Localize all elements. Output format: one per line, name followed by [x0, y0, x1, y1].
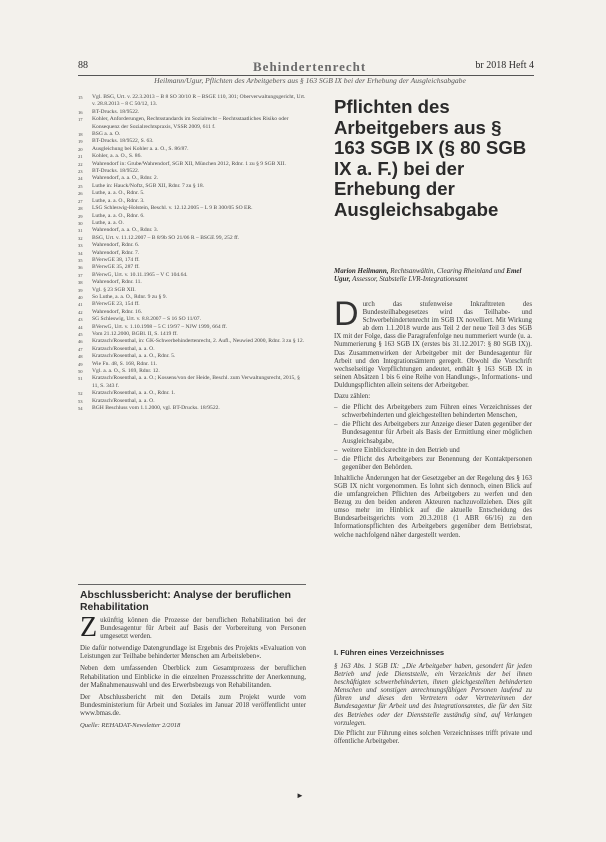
footnote: [78, 205, 306, 212]
footnote-number: 39: [78, 287, 83, 293]
footnote: [78, 287, 306, 294]
footnote: [78, 324, 306, 331]
footnote-number: 42: [78, 309, 83, 315]
footnote: [78, 279, 306, 286]
footnote-number: 45: [78, 332, 83, 337]
footnote-number: 54: [78, 406, 83, 412]
footnote-text: BSG a. a. O.: [92, 131, 121, 138]
footnote: [78, 138, 306, 145]
footnote-number: 36: [78, 265, 83, 271]
list-item: – weitere Einblicksrechte in den Betrieb und: [334, 447, 532, 455]
article-body: [334, 295, 532, 543]
footnote-text: Wahrendorf, a. a. O., Rdnr. 2.: [92, 175, 159, 182]
footnote-text: Kratzsch/Rosenthal, in: GK-Schwerbehindertenrecht, 2. Aufl., Neuwied 2000, Rdnr. 3 zu § 12.: [92, 338, 305, 345]
issue-label: br 2018 Heft 4: [475, 60, 534, 71]
footnote-number: 29: [78, 213, 83, 219]
footnote: [78, 316, 306, 323]
journal-rubric: Behindertenrecht: [253, 59, 367, 74]
footnote-number: 50: [78, 369, 83, 375]
footnote-number: 27: [78, 198, 83, 204]
footnote-number: 15: [78, 95, 83, 100]
author-name: Emel Ugur,: [334, 267, 522, 284]
footnote-text: SG Schleswig, Urt. v. 8.8.2007 – S 16 SO 11/07.: [92, 316, 201, 323]
footnote-text: Kohler, a. a. O., S. 86.: [92, 153, 142, 160]
footnote-text: Wahrendorf, a. a. O., Rdnr. 3.: [92, 227, 159, 234]
footnote: [78, 190, 306, 197]
abstract-source: Quelle: REHADAT-Newsletter 2/2018: [80, 722, 181, 730]
footnote: [78, 146, 306, 153]
list-item: – die Pflicht des Arbeitgebers zur Benennung der Kontaktpersonen gegenüber den Behörden.: [334, 456, 532, 472]
continue-arrow-icon: ►: [296, 791, 304, 800]
footnote-number: 28: [78, 206, 83, 212]
footnote: [78, 227, 306, 234]
abstract-paragraph: Neben dem umfassenden Überblick zum Gesamtprozess der beruflichen Rehabilitation und Einblicke in die einzelnen Prozessschritte der Anerkennung, der Maßnahmenauswahl und des Erwerbsbezugs von Rehabilitanden.: [80, 665, 306, 689]
footnote: [78, 390, 306, 397]
abstract-dropcap: Z: [80, 612, 98, 643]
footnote-number: 21: [78, 154, 83, 160]
footnote-text: BT-Drucks. 18/9522, S. 63.: [92, 138, 154, 145]
footnote-text: Vgl. § 23 SGB XII.: [92, 286, 136, 293]
footnote-number: 43: [78, 317, 83, 323]
footnote-text: Wahrendorf, Rdnr. 7.: [92, 249, 140, 256]
footnote-text: BVerwGE 38, 174 ff.: [92, 256, 140, 263]
footnote: [78, 131, 306, 138]
footnote-text: Ausgleichung bei Kohler a. a. O., S. 86/87.: [92, 145, 189, 152]
footnote-text: Kratzsch/Rosenthal, a. a. O.: [92, 397, 155, 404]
footnote-number: 22: [78, 161, 83, 167]
article-dropcap: D: [334, 295, 359, 333]
footnote-text: BGH Beschluss vom 1.1.2000, vgl. BT-Drucks. 18/9522.: [92, 405, 220, 412]
footnote: [78, 353, 306, 360]
footnote-number: 40: [78, 294, 83, 300]
section-heading: I. Führen eines Verzeichnisses: [334, 648, 445, 657]
footnote: [78, 375, 306, 390]
footnote-text: Kratzsch/Rosenthal, a. a. O.; Kossens/von der Heide, Beschl. zum Verwaltungsrecht, 2015, § 11, S. 343 f.: [92, 375, 300, 389]
author-role: Assessor, Stabstelle LVR-Integrationsamt: [352, 275, 468, 284]
footnote-number: 38: [78, 280, 83, 286]
author-name: Marion Heilmann,: [334, 267, 389, 275]
footnote-number: 49: [78, 361, 83, 367]
footnote-number: 35: [78, 257, 83, 263]
section-quote: § 163 Abs. 1 SGB IX: „Die Arbeitgeber haben, gesondert für jeden Betrieb und jede Dienststelle, ein Verzeichnis der bei ihnen beschäftigten schwerbehinderten, ihnen gleichgestellten behinderten Menschen und sonstigen anrechnungsfähigen Personen laufend zu führen und dieses den Vertretern oder Vertreterinnen der Bundesagentur für Arbeit und des Integrationsamtes, die für den Sitz des Betriebes oder der Dienststelle zuständig sind, auf Verlangen vorzulegen.: [334, 663, 532, 727]
abstract-paragraph: Der Abschlussbericht mit den Details zum Projekt wurde vom Bundesministerium für Arbeit und Soziales im Januar 2018 veröffentlicht unter www.bmas.de.: [80, 693, 306, 717]
footnote: [78, 198, 306, 205]
footnote: [78, 264, 306, 271]
footnote-text: Kohler, Anforderungen, Rechtsstandards im Sozialrecht – Rechtsstaatliches Risiko oder Konsequenz der Sozialrechtspraxis, VSSR 2009, 611 f.: [92, 116, 289, 130]
abstract-paragraph: Die dafür notwendige Datengrundlage ist Ergebnis des Projekts »Evaluation von Leistungen zur Teilhabe behinderter Menschen am Arbeitsleben«.: [80, 645, 306, 661]
footnote-number: 17: [78, 117, 83, 123]
footnote: [78, 301, 306, 308]
footnote-number: 32: [78, 235, 83, 241]
footnote: [78, 309, 306, 316]
footnote-text: Luthe, a. a. O., Rdnr. 3.: [92, 197, 145, 204]
article-intro: urch das stufenweise Inkrafttreten des Bundesteilhabegesetzes wird das Teilhabe- und Schwerbehindertenrecht im SGB IX novelliert. Mit Wirkung ab dem 1.1.2018 wurde aus Teil 2 der neue Teil 3 des SGB IX mit der Folge, dass die Paragrafenfolge neu nummeriert wurde (u. a. Nummerierung § 163 SGB IX (erstes bis 31.12.2017: § 80 SGB IX)). Das Zusammenwirken der Arbeitgeber mit der Bundesagentur für Arbeit und den Integrationsämtern geregelt. Obwohl die Vorschrift wechselseitige Verpflichtungen andeutet, enthält § 163 SGB IX in seinen Absätzen 1 bis 6 eine Reihe von Handlungs-, Informations- und Duldungspflichten allein seitens der Arbeitgeber.: [334, 301, 532, 389]
article-authors: [334, 267, 534, 284]
footnote-number: 26: [78, 191, 83, 197]
list-intro: Dazu zählen:: [334, 393, 371, 401]
footnote-number: 30: [78, 220, 83, 226]
footnote-number: 25: [78, 183, 83, 189]
footnote: [78, 235, 306, 242]
footnote-text: BVerwG, Urt. v. 1.10.1998 – 5 C 19/97 – NJW 1999, 664 ff.: [92, 323, 228, 330]
footnote-text: Luthe, a. a. O., Rdnr. 5.: [92, 190, 145, 197]
footnote-number: 53: [78, 398, 83, 404]
running-header: [78, 60, 534, 74]
footnote-text: BT-Drucks. 18/9522.: [92, 108, 140, 115]
list-item: – die Pflicht des Arbeitgebers zum Führen eines Verzeichnisses der schwerbehinderten und gleichgestellten behinderten Menschen,: [334, 404, 532, 420]
footnote-number: 48: [78, 354, 83, 360]
footnote-number: 47: [78, 346, 83, 352]
footnote: [78, 153, 306, 160]
footnote-number: 19: [78, 139, 83, 145]
footnote: [78, 368, 306, 375]
section-body: [334, 663, 532, 748]
footnote: [78, 338, 306, 345]
footnote-text: Wahrendorf in: Grube/Wahrendorf, SGB XII, München 2012, Rdnr. 1 zu § 9 SGB XII.: [92, 160, 286, 167]
abstract-body: [80, 612, 306, 734]
footnote-text: Luthe, a. a. O., Rdnr. 6.: [92, 212, 145, 219]
footnote: [78, 183, 306, 190]
footnote-text: LSG Schleswig-Holstein, Beschl. v. 12.12.2005 – L 9 B 300/05 SO ER.: [92, 205, 253, 212]
footnote-text: Vom 21.12.2000, BGBl. II, S. 1419 ff.: [92, 331, 178, 337]
footnote-number: 33: [78, 243, 83, 249]
footnote: [78, 175, 306, 182]
article-paragraph: Inhaltliche Änderungen hat der Gesetzgeber an der Regelung des § 163 SGB IX nicht vorgenommen. Es lohnt sich dennoch, einen Blick auf die umfangreichen Pflichten des Arbeitgebers zu werfen und den Bezug zu den beiden anderen Akteuren nachzuvollziehen. Dies gilt umso mehr im Hinblick auf die aktuelle Entscheidung des Bundesarbeitsgerichts vom 20.3.2018 (1 ABR 66/16) zu den Informationspflichten des Arbeitgebers gegenüber dem Betriebsrat, welche nachfolgend näher dargestellt werden.: [334, 474, 532, 539]
footnote-text: Kratzsch/Rosenthal, a. a. O., Rdnr. 1.: [92, 390, 176, 397]
footnote-text: Vgl. BSG, Urt. v. 22.3.2013 – B 8 SO 30/10 R – BSGE 110, 301; Oberverwaltungsgericht, Urt. v. 28.8.2013 – 8 C 50/12, 13.: [92, 94, 306, 108]
footnote-number: 51: [78, 376, 83, 382]
footnote-text: So Luthe, a. a. O., Rdnr. 9 zu § 9.: [92, 293, 167, 300]
section-divider: [78, 584, 306, 585]
footnote: [78, 405, 306, 412]
running-subheader: Heilmann/Ugur, Pflichten des Arbeitgebers aus § 163 SGB IX bei der Erhebung der Ausgleichsabgabe: [154, 76, 466, 85]
footnote-number: 23: [78, 169, 83, 175]
footnote-text: Vgl. a. a. O., S. 169, Rdnr. 12.: [92, 368, 160, 375]
footnote: [78, 361, 306, 368]
footnote-number: 44: [78, 324, 83, 330]
footnote-text: Kratzsch/Rosenthal, a. a. O., Rdnr. 5.: [92, 353, 176, 360]
footnote-text: Luthe in: Hauck/Noftz, SGB XII, Rdnr. 7 zu § 18.: [92, 182, 205, 189]
footnote-text: Wie Fn. 48, S. 168, Rdnr. 11.: [92, 360, 158, 367]
footnote: [78, 250, 306, 257]
author-role: Rechtsanwältin, Clearing Rheinland und: [390, 267, 505, 275]
article-title: Pflichten des Arbeitgebers aus § 163 SGB IX (§ 80 SGB IX a. F.) bei der Erhebung der Ausgleichsabgabe: [334, 96, 527, 220]
section-paragraph: Die Pflicht zur Führung eines solchen Verzeichnisses trifft private und öffentliche Arbeitgeber.: [334, 729, 532, 745]
footnote-number: 46: [78, 339, 83, 345]
abstract-title: Abschlussbericht: Analyse der beruflichen Rehabilitation: [80, 590, 291, 613]
footnote: [78, 116, 306, 131]
footnote-number: 20: [78, 146, 83, 152]
footnote-number: 52: [78, 391, 83, 397]
footnote: [78, 346, 306, 353]
footnote-number: 34: [78, 250, 83, 256]
footnote: [78, 242, 306, 249]
footnote: [78, 213, 306, 220]
footnote-text: Luthe, a. a. O.: [92, 219, 124, 226]
footnote-text: BVerwG, Urt. v. 10.11.1965 – V C 104.64.: [92, 271, 188, 278]
footnote-text: BT-Drucks. 18/9522.: [92, 168, 140, 175]
footnote-text: Kratzsch/Rosenthal, a. a. O.: [92, 345, 155, 352]
footnotes-list: [78, 94, 306, 412]
footnote-number: 16: [78, 109, 83, 115]
footnote-text: BVerwGE 35, 287 ff.: [92, 264, 140, 271]
abstract-paragraph: ukünftig können die Prozesse der beruflichen Rehabilitation bei der Bundesagentur für Arbeit auf Basis der Vorbereitung von Personen umgesetzt werden.: [100, 617, 306, 641]
footnote-number: 37: [78, 272, 83, 278]
footnote-text: BVerwGE 23, 154 ff.: [92, 301, 140, 308]
footnote: [78, 161, 306, 168]
footnote: [78, 94, 306, 109]
footnote-text: BSG, Urt. v. 11.12.2007 – B 8/9b SO 21/06 R – BSGE 99, 252 ff.: [92, 234, 240, 241]
list-item: – die Pflicht des Arbeitgebers zur Anzeige dieser Daten gegenüber der Bundesagentur für Arbeit als Basis der Ermittlung einer möglichen Ausgleichsabgabe,: [334, 421, 532, 445]
footnote-text: Wahrendorf, Rdnr. 11.: [92, 279, 142, 286]
footnote-number: 31: [78, 228, 83, 234]
footnote: [78, 398, 306, 405]
footnote-text: Wahrendorf, Rdnr. 6.: [92, 242, 140, 249]
footnote-number: 41: [78, 302, 83, 308]
footnote-number: 18: [78, 132, 83, 138]
footnote-number: 24: [78, 176, 83, 182]
footnote-text: Wahrendorf, Rdnr. 16.: [92, 308, 143, 315]
duties-list: [334, 404, 532, 472]
page-number: 88: [78, 60, 88, 71]
